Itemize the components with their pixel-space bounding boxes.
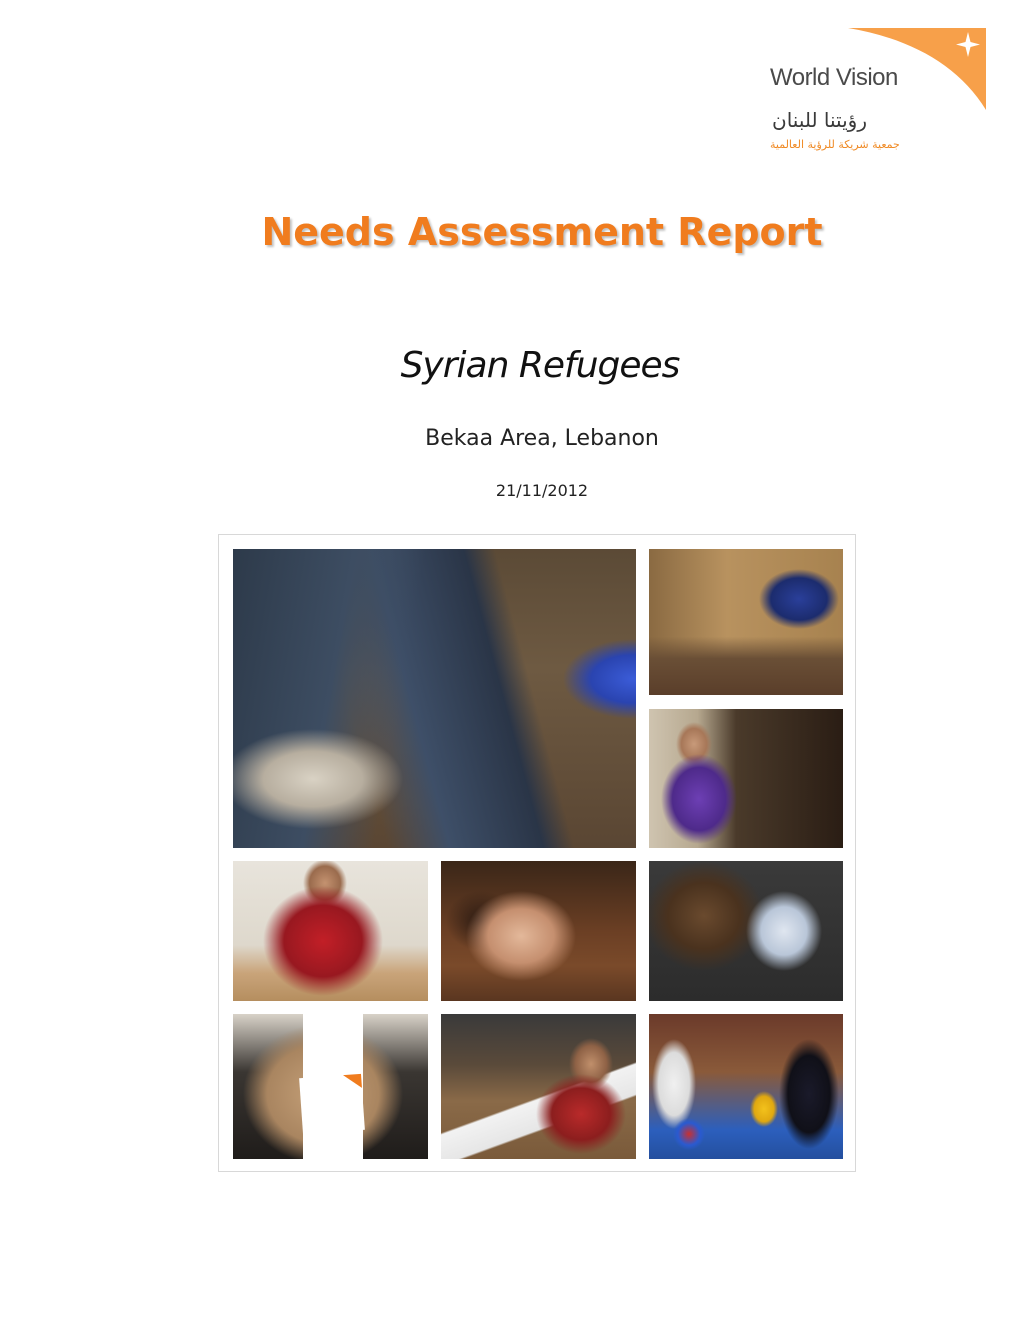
aid-box-logo-label xyxy=(299,1074,365,1134)
report-title: Needs Assessment Report xyxy=(261,210,823,254)
box-logo-swoosh-icon xyxy=(343,1074,362,1089)
report-location: Bekaa Area, Lebanon xyxy=(425,426,659,451)
photo-boy-in-red-sweater xyxy=(233,861,428,1001)
photo-girl-in-purple xyxy=(649,709,843,848)
photo-aid-box-delivery xyxy=(233,1014,428,1159)
logo-arabic-name: رؤيتنا للبنان xyxy=(772,108,867,132)
photo-infant-wrapped xyxy=(649,861,843,1001)
report-date: 21/11/2012 xyxy=(495,481,589,500)
photo-room-interior xyxy=(649,549,843,695)
world-vision-logo xyxy=(760,24,990,164)
photo-child-in-classroom xyxy=(441,1014,636,1159)
photo-collage xyxy=(218,534,856,1172)
photo-children-playing-toys xyxy=(649,1014,843,1159)
logo-wordmark: World Vision xyxy=(770,64,898,91)
photo-child-resting xyxy=(441,861,636,1001)
report-subtitle: Syrian Refugees xyxy=(400,345,680,386)
logo-arabic-subtitle: جمعية شريكة للرؤية العالمية xyxy=(770,138,900,151)
photo-shoes-in-mud xyxy=(233,549,636,848)
